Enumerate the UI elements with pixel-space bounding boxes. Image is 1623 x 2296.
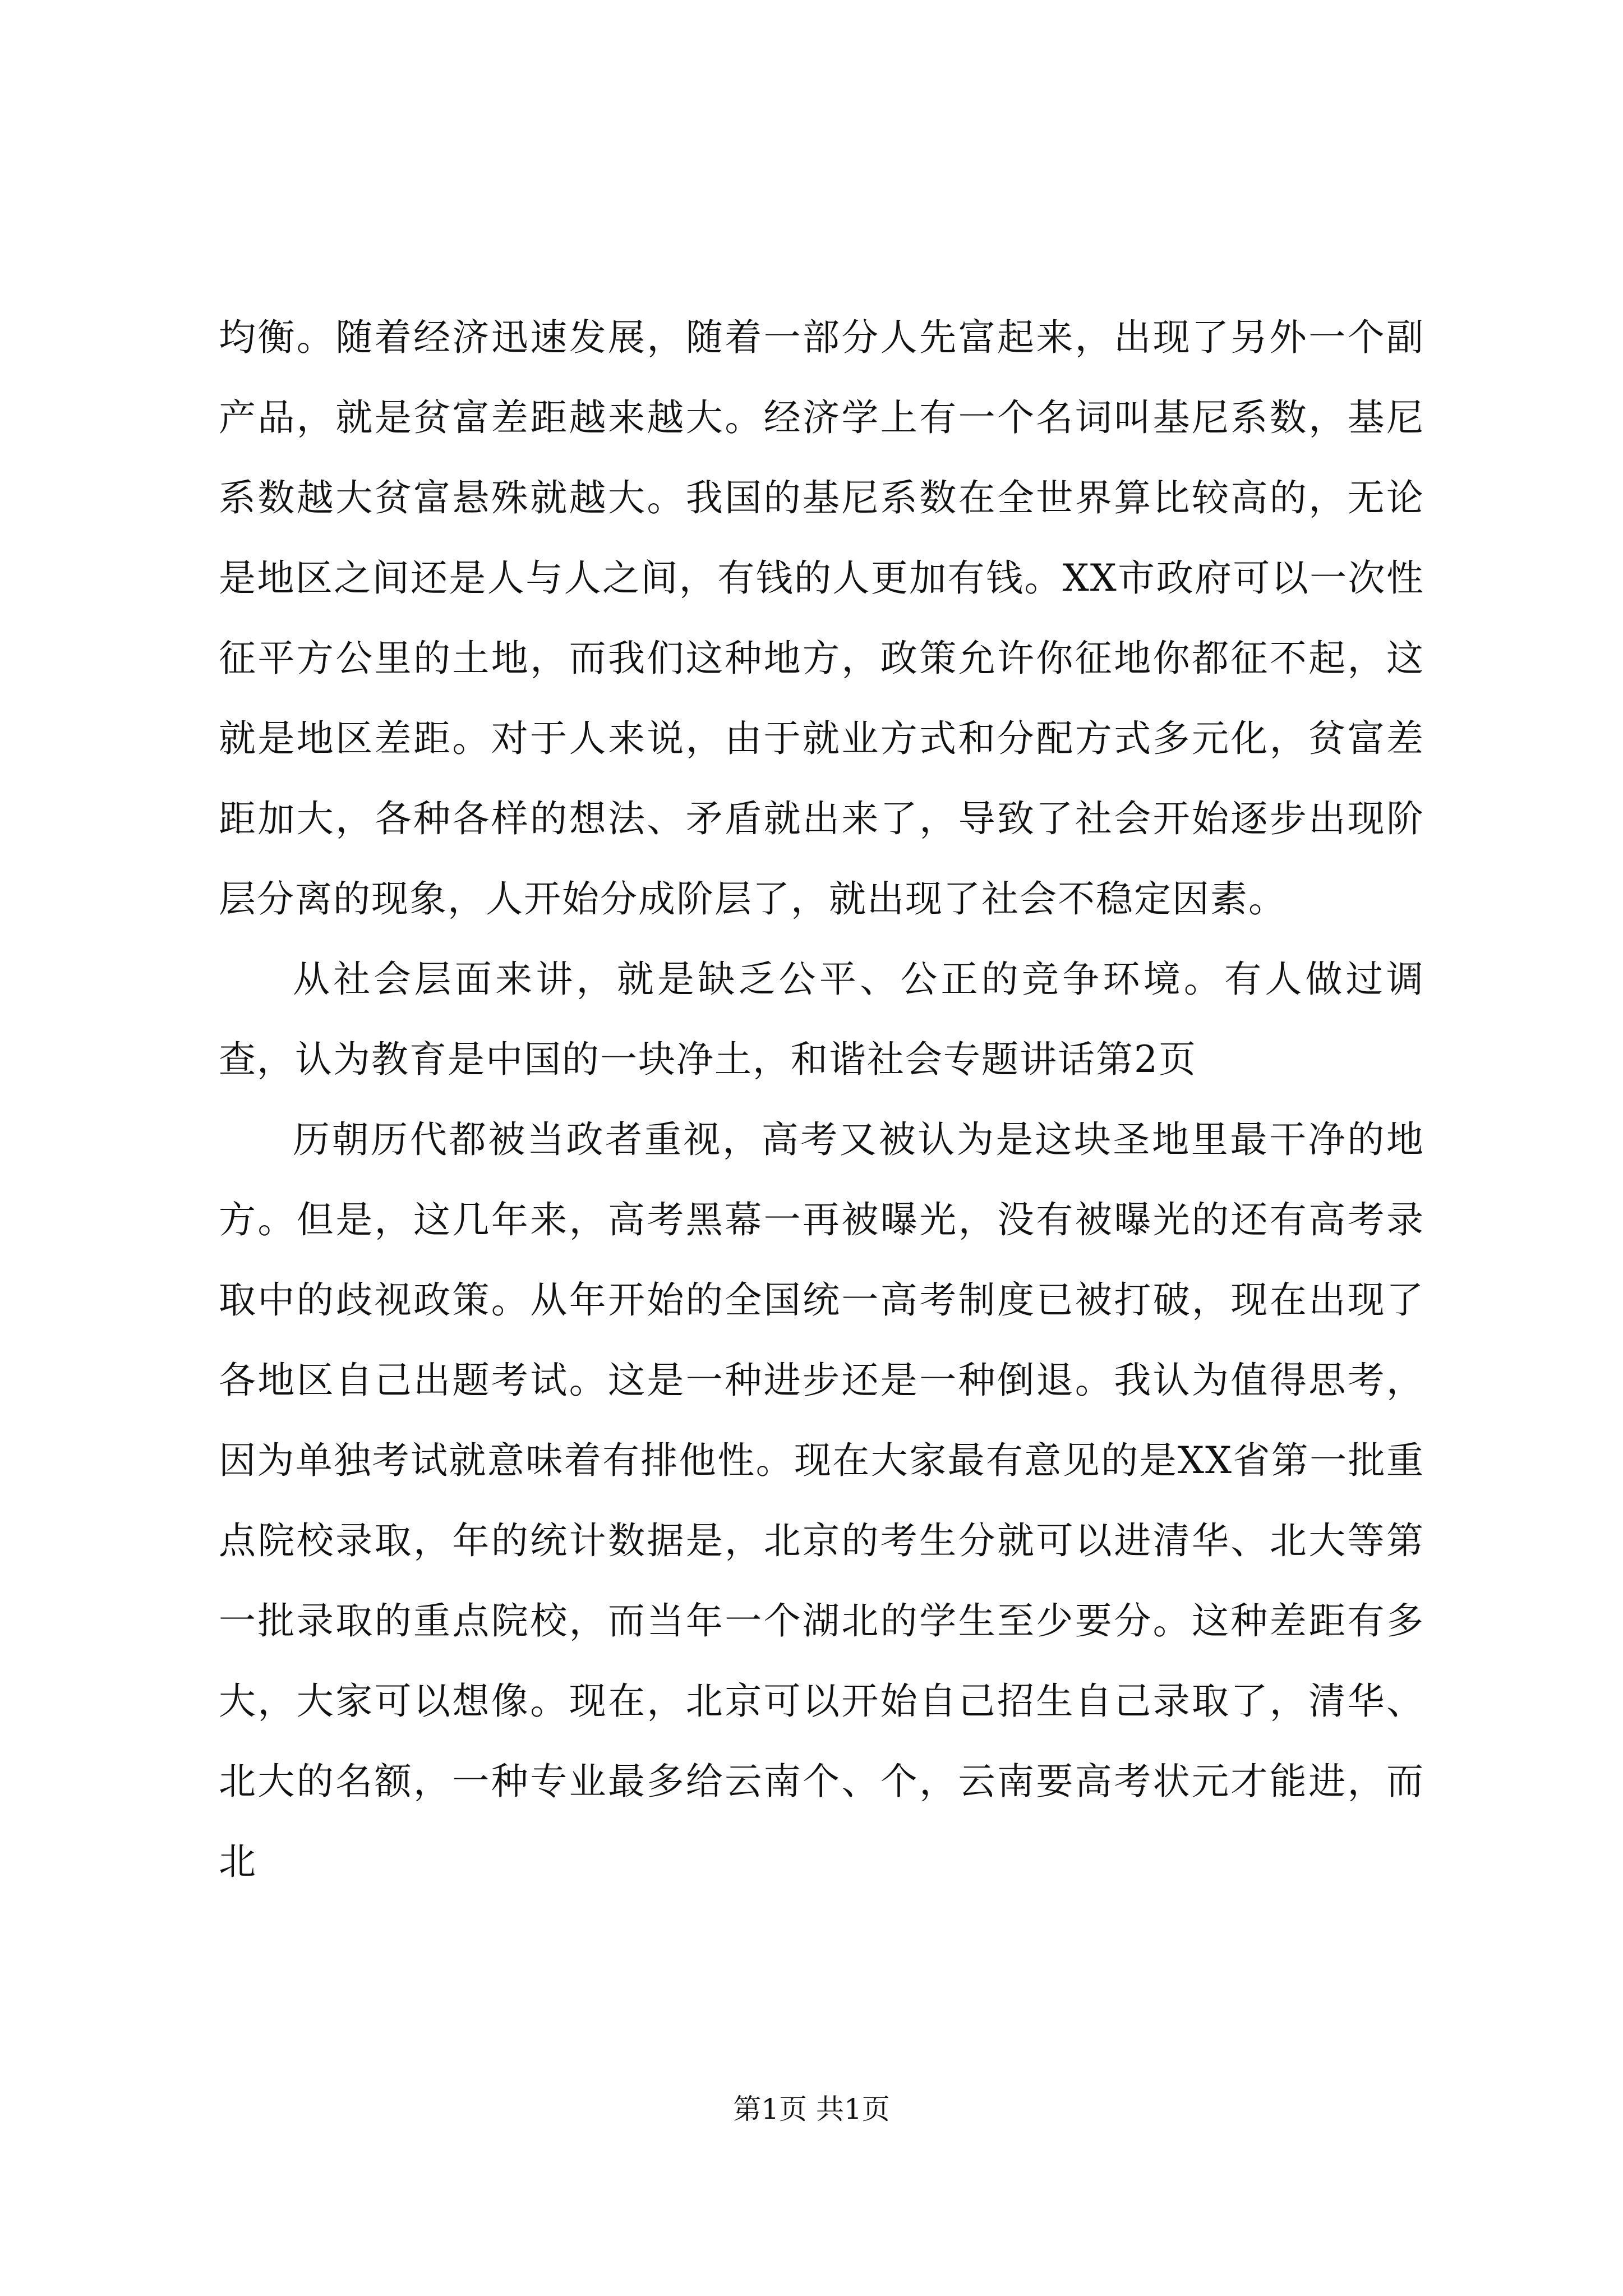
paragraph-3: 历朝历代都被当政者重视，高考又被认为是这块圣地里最干净的地方。但是，这几年来，高考黑幕一再被曝光，没有被曝光的还有高考录取中的歧视政策。从年开始的全国统一高考制度已被打破，现在出现了各地区自己出题考试。这是一种进步还是一种倒退。我认为值得思考，因为单独考试就意味着有排他性。现在大家最有意见的是XX省第一批重点院校录取，年的统计数据是，北京的考生分就可以进清华、北大等第一批录取的重点院校，而当年一个湖北的学生至少要分。这种差距有多大，大家可以想像。现在，北京可以开始自己招生自己录取了，清华、北大的名额，一种专业最多给云南个、个，云南要高考状元才能进，而北 <box>219 1118 1424 1883</box>
paragraph-2: 从社会层面来讲，就是缺乏公平、公正的竞争环境。有人做过调查，认为教育是中国的一块净土，和谐社会专题讲话第2页 <box>219 958 1424 1081</box>
page-footer: 第1页 共1页 <box>733 2093 890 2125</box>
paragraph-1: 均衡。随着经济迅速发展，随着一部分人先富起来，出现了另外一个副产品，就是贫富差距越来越大。经济学上有一个名词叫基尼系数，基尼系数越大贫富悬殊就越大。我国的基尼系数在全世界算比较高的，无论是地区之间还是人与人之间，有钱的人更加有钱。XX市政府可以一次性征平方公里的土地，而我们这种地方，政策允许你征地你都征不起，这就是地区差距。对于人来说，由于就业方式和分配方式多元化，贫富差距加大，各种各样的想法、矛盾就出来了，导致了社会开始逐步出现阶层分离的现象，人开始分成阶层了，就出现了社会不稳定因素。 <box>219 316 1424 921</box>
document-body <box>219 297 1424 1902</box>
